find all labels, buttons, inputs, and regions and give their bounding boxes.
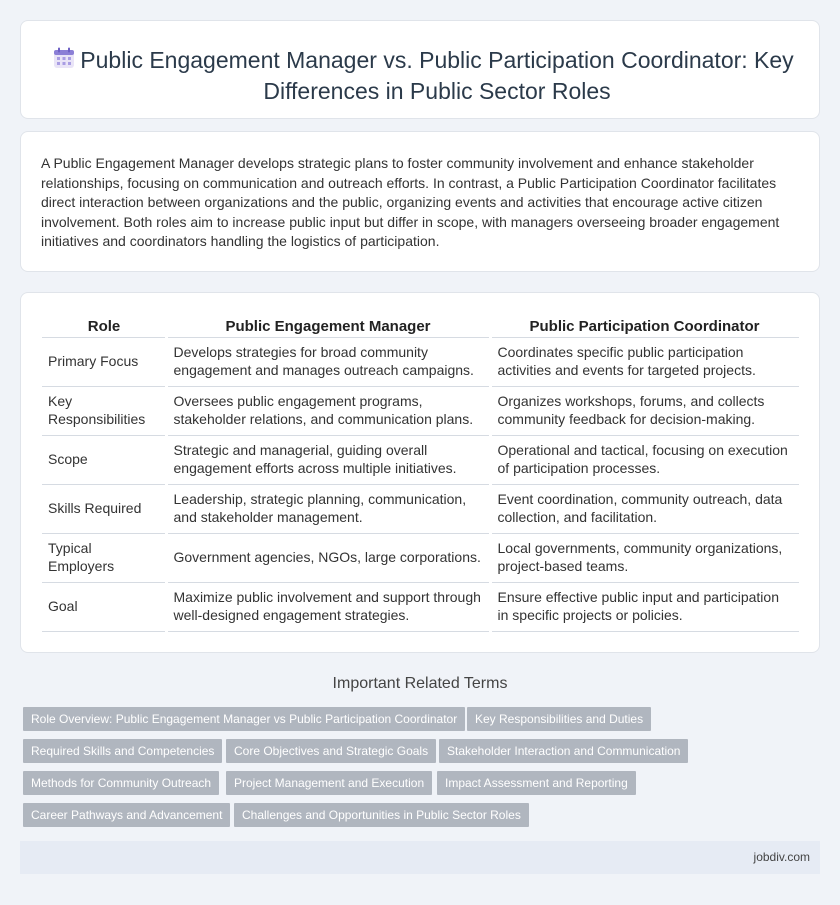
row-label: Typical Employers	[42, 533, 166, 582]
row-label: Primary Focus	[42, 337, 166, 386]
coordinator-cell: Event coordination, community outreach, data collection, and facilitation.	[490, 484, 799, 533]
table-row	[42, 484, 799, 533]
comparison-table	[42, 315, 799, 632]
row-label: Goal	[42, 582, 166, 631]
table-row	[42, 386, 799, 435]
header-role: Role	[42, 315, 166, 337]
row-label: Key Responsibilities	[42, 386, 166, 435]
row-label: Scope	[42, 435, 166, 484]
comparison-card	[20, 292, 820, 653]
table-row	[42, 337, 799, 386]
related-term-tag[interactable]: Stakeholder Interaction and Communication	[439, 739, 688, 763]
related-term-tag[interactable]: Methods for Community Outreach	[23, 771, 219, 795]
header-manager: Public Engagement Manager	[166, 315, 490, 337]
manager-cell: Leadership, strategic planning, communication, and stakeholder management.	[166, 484, 490, 533]
coordinator-cell: Local governments, community organizations, project-based teams.	[490, 533, 799, 582]
manager-cell: Strategic and managerial, guiding overall engagement efforts across multiple initiatives.	[166, 435, 490, 484]
table-header-row	[42, 315, 799, 337]
related-term-tag[interactable]: Project Management and Execution	[226, 771, 432, 795]
header-coordinator: Public Participation Coordinator	[490, 315, 799, 337]
intro-paragraph: A Public Engagement Manager develops strategic plans to foster community involvement and enhance stakeholder relationships, focusing on communication and outreach efforts. In contrast, a Public Participation Coordinator facilitates direct interaction between organizations and the public, organizing events and activities that encourage active citizen involvement. Both roles aim to increase public input but differ in scope, with managers overseeing broader engagement initiatives and coordinators handling the logistics of participation.	[41, 155, 780, 249]
footer-site-link[interactable]: jobdiv.com	[753, 850, 810, 864]
intro-card	[20, 131, 820, 272]
footer	[20, 841, 820, 874]
manager-cell: Maximize public involvement and support through well-designed engagement strategies.	[166, 582, 490, 631]
manager-cell: Develops strategies for broad community engagement and manages outreach campaigns.	[166, 337, 490, 386]
coordinator-cell: Organizes workshops, forums, and collects community feedback for decision-making.	[490, 386, 799, 435]
related-terms-title: Important Related Terms	[332, 675, 508, 692]
header-card	[20, 20, 820, 119]
related-term-tag[interactable]: Role Overview: Public Engagement Manager vs Public Participation Coordinator	[23, 707, 465, 731]
related-term-tag[interactable]: Required Skills and Competencies	[23, 739, 222, 763]
manager-cell: Oversees public engagement programs, stakeholder relations, and communication plans.	[166, 386, 490, 435]
coordinator-cell: Operational and tactical, focusing on execution of participation processes.	[490, 435, 799, 484]
page-title: Public Engagement Manager vs. Public Participation Coordinator: Key Differences in Public Sector Roles	[80, 47, 794, 104]
related-term-tag[interactable]: Career Pathways and Advancement	[23, 803, 230, 827]
row-label: Skills Required	[42, 484, 166, 533]
coordinator-cell: Ensure effective public input and participation in specific projects or policies.	[490, 582, 799, 631]
manager-cell: Government agencies, NGOs, large corporations.	[166, 533, 490, 582]
related-term-tag[interactable]: Key Responsibilities and Duties	[467, 707, 651, 731]
related-term-tag[interactable]: Challenges and Opportunities in Public Sector Roles	[234, 803, 529, 827]
coordinator-cell: Coordinates specific public participation activities and events for targeted projects.	[490, 337, 799, 386]
related-term-tag[interactable]: Impact Assessment and Reporting	[437, 771, 636, 795]
table-row	[42, 582, 799, 631]
related-term-tag[interactable]: Core Objectives and Strategic Goals	[226, 739, 436, 763]
table-row	[42, 435, 799, 484]
table-row	[42, 533, 799, 582]
